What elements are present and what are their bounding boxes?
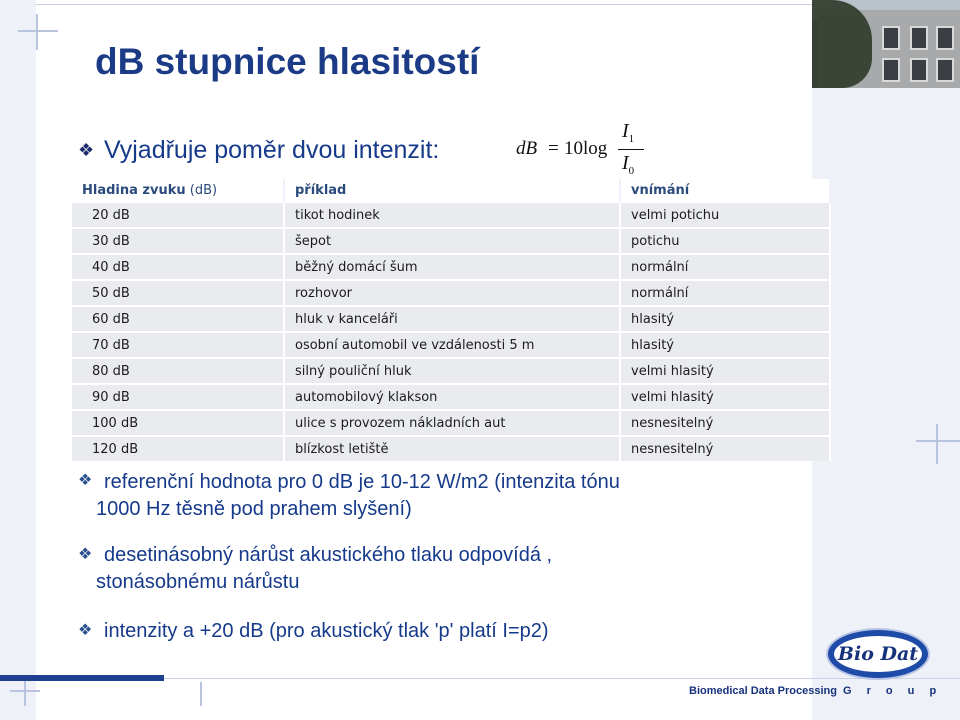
corner-cross-mark xyxy=(36,14,38,50)
formula-numerator: $I_1$ xyxy=(622,120,635,145)
formula-denominator: $I_0$ xyxy=(622,152,635,177)
building-photo xyxy=(812,0,960,88)
cell-perception: nesnesitelný xyxy=(620,436,830,461)
diamond-bullet-icon: ❖ xyxy=(78,140,95,160)
cell-perception: normální xyxy=(620,280,830,306)
cell-perception: velmi hlasitý xyxy=(620,384,830,410)
cell-perception: hlasitý xyxy=(620,332,830,358)
diamond-bullet-icon: ❖ xyxy=(78,622,93,639)
cell-level: 40 dB xyxy=(72,254,284,280)
cell-example: běžný domácí šum xyxy=(284,254,620,280)
bullet-1-line-2: 1000 Hz těsně pod prahem slyšení) xyxy=(96,498,412,520)
db-formula xyxy=(510,118,658,180)
cell-perception: potichu xyxy=(620,228,830,254)
sound-level-table xyxy=(72,179,831,461)
intro-text: Vyjadřuje poměr dvou intenzit: xyxy=(104,136,440,164)
side-cross-mark xyxy=(916,440,960,442)
logo-text: Bio Dat xyxy=(837,643,919,665)
formula-lhs: dB xyxy=(516,138,538,159)
table-row xyxy=(72,306,830,332)
cell-perception: normální xyxy=(620,254,830,280)
bottom-accent-bar xyxy=(0,675,164,681)
fraction-bar xyxy=(618,149,644,150)
slide-title: dB stupnice hlasitostí xyxy=(95,41,480,82)
biodat-logo xyxy=(826,628,930,680)
cell-example: šepot xyxy=(284,228,620,254)
table-header-row xyxy=(72,179,830,202)
table-row xyxy=(72,332,830,358)
cell-perception: nesnesitelný xyxy=(620,410,830,436)
formula-equals: = xyxy=(548,138,559,159)
cell-level: 60 dB xyxy=(72,306,284,332)
header-perception: vnímání xyxy=(620,179,830,202)
cell-level: 70 dB xyxy=(72,332,284,358)
footer-org: Biomedical Data Processing G r o u p xyxy=(689,685,943,697)
bullet-2-line-1: desetinásobný nárůst akustického tlaku odpovídá , xyxy=(104,544,553,566)
cell-perception: velmi hlasitý xyxy=(620,358,830,384)
cell-example: silný pouliční hluk xyxy=(284,358,620,384)
cell-level: 50 dB xyxy=(72,280,284,306)
bottom-divider xyxy=(164,678,960,679)
corner-cross-mark xyxy=(18,30,58,32)
cell-level: 120 dB xyxy=(72,436,284,461)
diamond-bullet-icon: ❖ xyxy=(78,472,93,489)
left-decor-band xyxy=(0,0,36,720)
cell-level: 100 dB xyxy=(72,410,284,436)
cell-example: tikot hodinek xyxy=(284,202,620,228)
bullet-1-line-1: referenční hodnota pro 0 dB je 10-12 W/m2 (intenzita tónu xyxy=(104,471,620,493)
table-row xyxy=(72,254,830,280)
formula-coefficient: 10log xyxy=(564,138,608,159)
cell-example: ulice s provozem nákladních aut xyxy=(284,410,620,436)
cell-level: 30 dB xyxy=(72,228,284,254)
cell-perception: velmi potichu xyxy=(620,202,830,228)
bullet-2-line-2: stonásobnému nárůstu xyxy=(96,571,300,593)
cell-example: blízkost letiště xyxy=(284,436,620,461)
bullet-3-line-1: intenzity a +20 dB (pro akustický tlak 'p' platí I=p2) xyxy=(104,620,549,642)
table-row xyxy=(72,384,830,410)
side-cross-mark xyxy=(936,424,938,464)
cell-example: osobní automobil ve vzdálenosti 5 m xyxy=(284,332,620,358)
cell-example: automobilový klakson xyxy=(284,384,620,410)
cell-level: 80 dB xyxy=(72,358,284,384)
table-row xyxy=(72,280,830,306)
table-row xyxy=(72,202,830,228)
header-level: Hladina zvuku (dB) xyxy=(72,179,284,202)
table-row xyxy=(72,358,830,384)
table-row xyxy=(72,436,830,461)
top-divider xyxy=(36,4,812,5)
bottom-tick-mark xyxy=(200,682,202,706)
cell-level: 20 dB xyxy=(72,202,284,228)
cell-level: 90 dB xyxy=(72,384,284,410)
table-row xyxy=(72,228,830,254)
cell-perception: hlasitý xyxy=(620,306,830,332)
table-row xyxy=(72,410,830,436)
header-example: příklad xyxy=(284,179,620,202)
cell-example: hluk v kanceláři xyxy=(284,306,620,332)
right-decor-band xyxy=(812,88,960,720)
cell-example: rozhovor xyxy=(284,280,620,306)
diamond-bullet-icon: ❖ xyxy=(78,546,93,563)
